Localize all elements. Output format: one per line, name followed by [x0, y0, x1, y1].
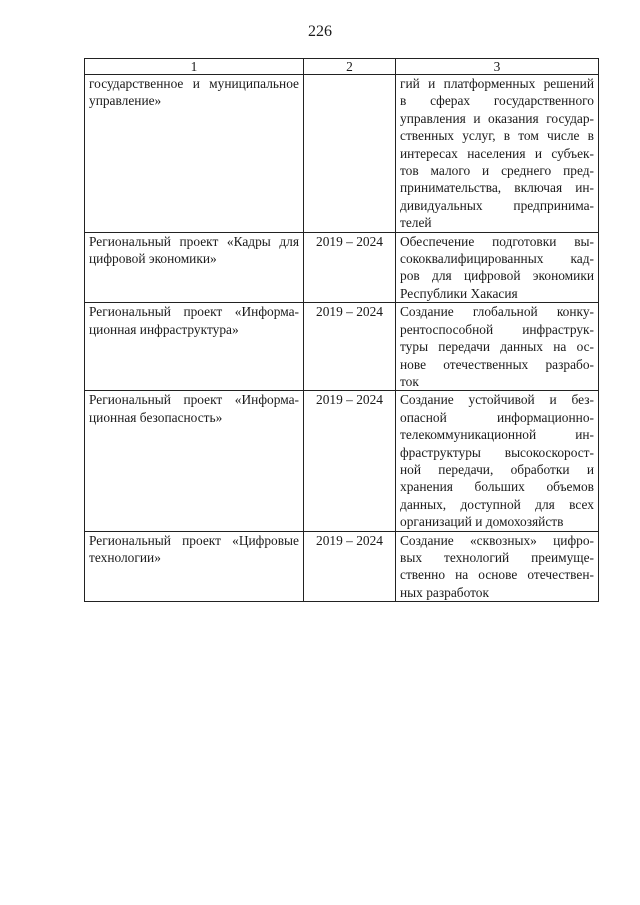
table-row [85, 391, 599, 531]
page-number: 226 [308, 23, 332, 40]
result-line: сококвалифицированных кад- [400, 251, 594, 267]
result-line: вых технологий преимуще- [400, 549, 594, 565]
result-cell [396, 391, 599, 531]
result-cell [396, 75, 599, 233]
result-line: нове отечественных разрабо- [400, 356, 594, 372]
result-line: тов малого и среднего пред- [400, 163, 594, 179]
result-line: телей [400, 215, 432, 231]
project-name-line: цифровой экономики» [89, 251, 217, 267]
result-line: Республики Хакасия [400, 285, 518, 301]
result-line: фраструктуры высокоскорост- [400, 444, 594, 460]
result-line: гий и платформенных решений [400, 76, 594, 91]
period-cell: 2019 – 2024 [304, 531, 396, 602]
result-line: данных, доступной для всех [400, 496, 594, 512]
result-line: организаций и домохозяйств [400, 514, 564, 530]
result-line: Обеспечение подготовки вы- [400, 233, 594, 249]
project-name-line: Региональный проект «Цифровые [89, 532, 299, 548]
period-cell: 2019 – 2024 [304, 391, 396, 531]
result-line: ственных услуг, в том числе в [400, 128, 594, 144]
result-line: Создание устойчивой и без- [400, 392, 594, 408]
column-header-3: 3 [396, 59, 599, 75]
table-header-row [85, 59, 599, 75]
result-line: рентоспособной инфраструк- [400, 321, 594, 337]
result-line: ров для цифровой экономики [400, 268, 594, 284]
period-cell: 2019 – 2024 [304, 232, 396, 303]
result-line: телекоммуникационной ин- [400, 427, 594, 443]
result-line: Создание глобальной конку- [400, 304, 594, 320]
project-name-cell [85, 232, 304, 303]
result-line: хранения больших объемов [400, 479, 594, 495]
result-line: ных разработок [400, 584, 489, 600]
project-name-line: ционная инфраструктура» [89, 321, 239, 337]
project-name-line: Региональный проект «Информа- [89, 304, 299, 320]
result-line: принимательства, включая ин- [400, 180, 594, 196]
project-name-cell [85, 75, 304, 233]
project-name-cell [85, 391, 304, 531]
result-cell [396, 303, 599, 391]
column-header-2: 2 [304, 59, 396, 75]
result-line: в сферах государственного [400, 93, 594, 109]
result-line: дивидуальных предпринима- [400, 197, 594, 213]
project-name-cell [85, 303, 304, 391]
result-cell [396, 531, 599, 602]
project-name-cell [85, 531, 304, 602]
table-row [85, 531, 599, 602]
result-cell [396, 232, 599, 303]
project-name-line: управление» [89, 93, 162, 109]
project-name-line: Региональный проект «Кадры для [89, 233, 299, 249]
table-row [85, 232, 599, 303]
period-cell: 2019 – 2024 [304, 303, 396, 391]
result-line: ной передачи, обработки и [400, 461, 594, 477]
project-name-line: ционная безопасность» [89, 409, 223, 425]
result-line: туры передачи данных на ос- [400, 339, 594, 355]
result-line: Создание «сквозных» цифро- [400, 532, 594, 548]
result-line: ток [400, 373, 419, 389]
table-body [85, 75, 599, 602]
project-name-line: Региональный проект «Информа- [89, 392, 299, 408]
table-row [85, 303, 599, 391]
project-name-line: технологии» [89, 549, 161, 565]
result-line: ственно на основе отечествен- [400, 567, 594, 583]
project-name-line: государственное и муниципальное [89, 76, 299, 91]
result-line: опасной информационно- [400, 409, 594, 425]
result-line: интересах населения и субъек- [400, 145, 594, 161]
period-cell [304, 75, 396, 233]
column-header-1: 1 [85, 59, 304, 75]
projects-table [84, 58, 599, 602]
result-line: управления и оказания государ- [400, 110, 594, 126]
table-row [85, 75, 599, 233]
